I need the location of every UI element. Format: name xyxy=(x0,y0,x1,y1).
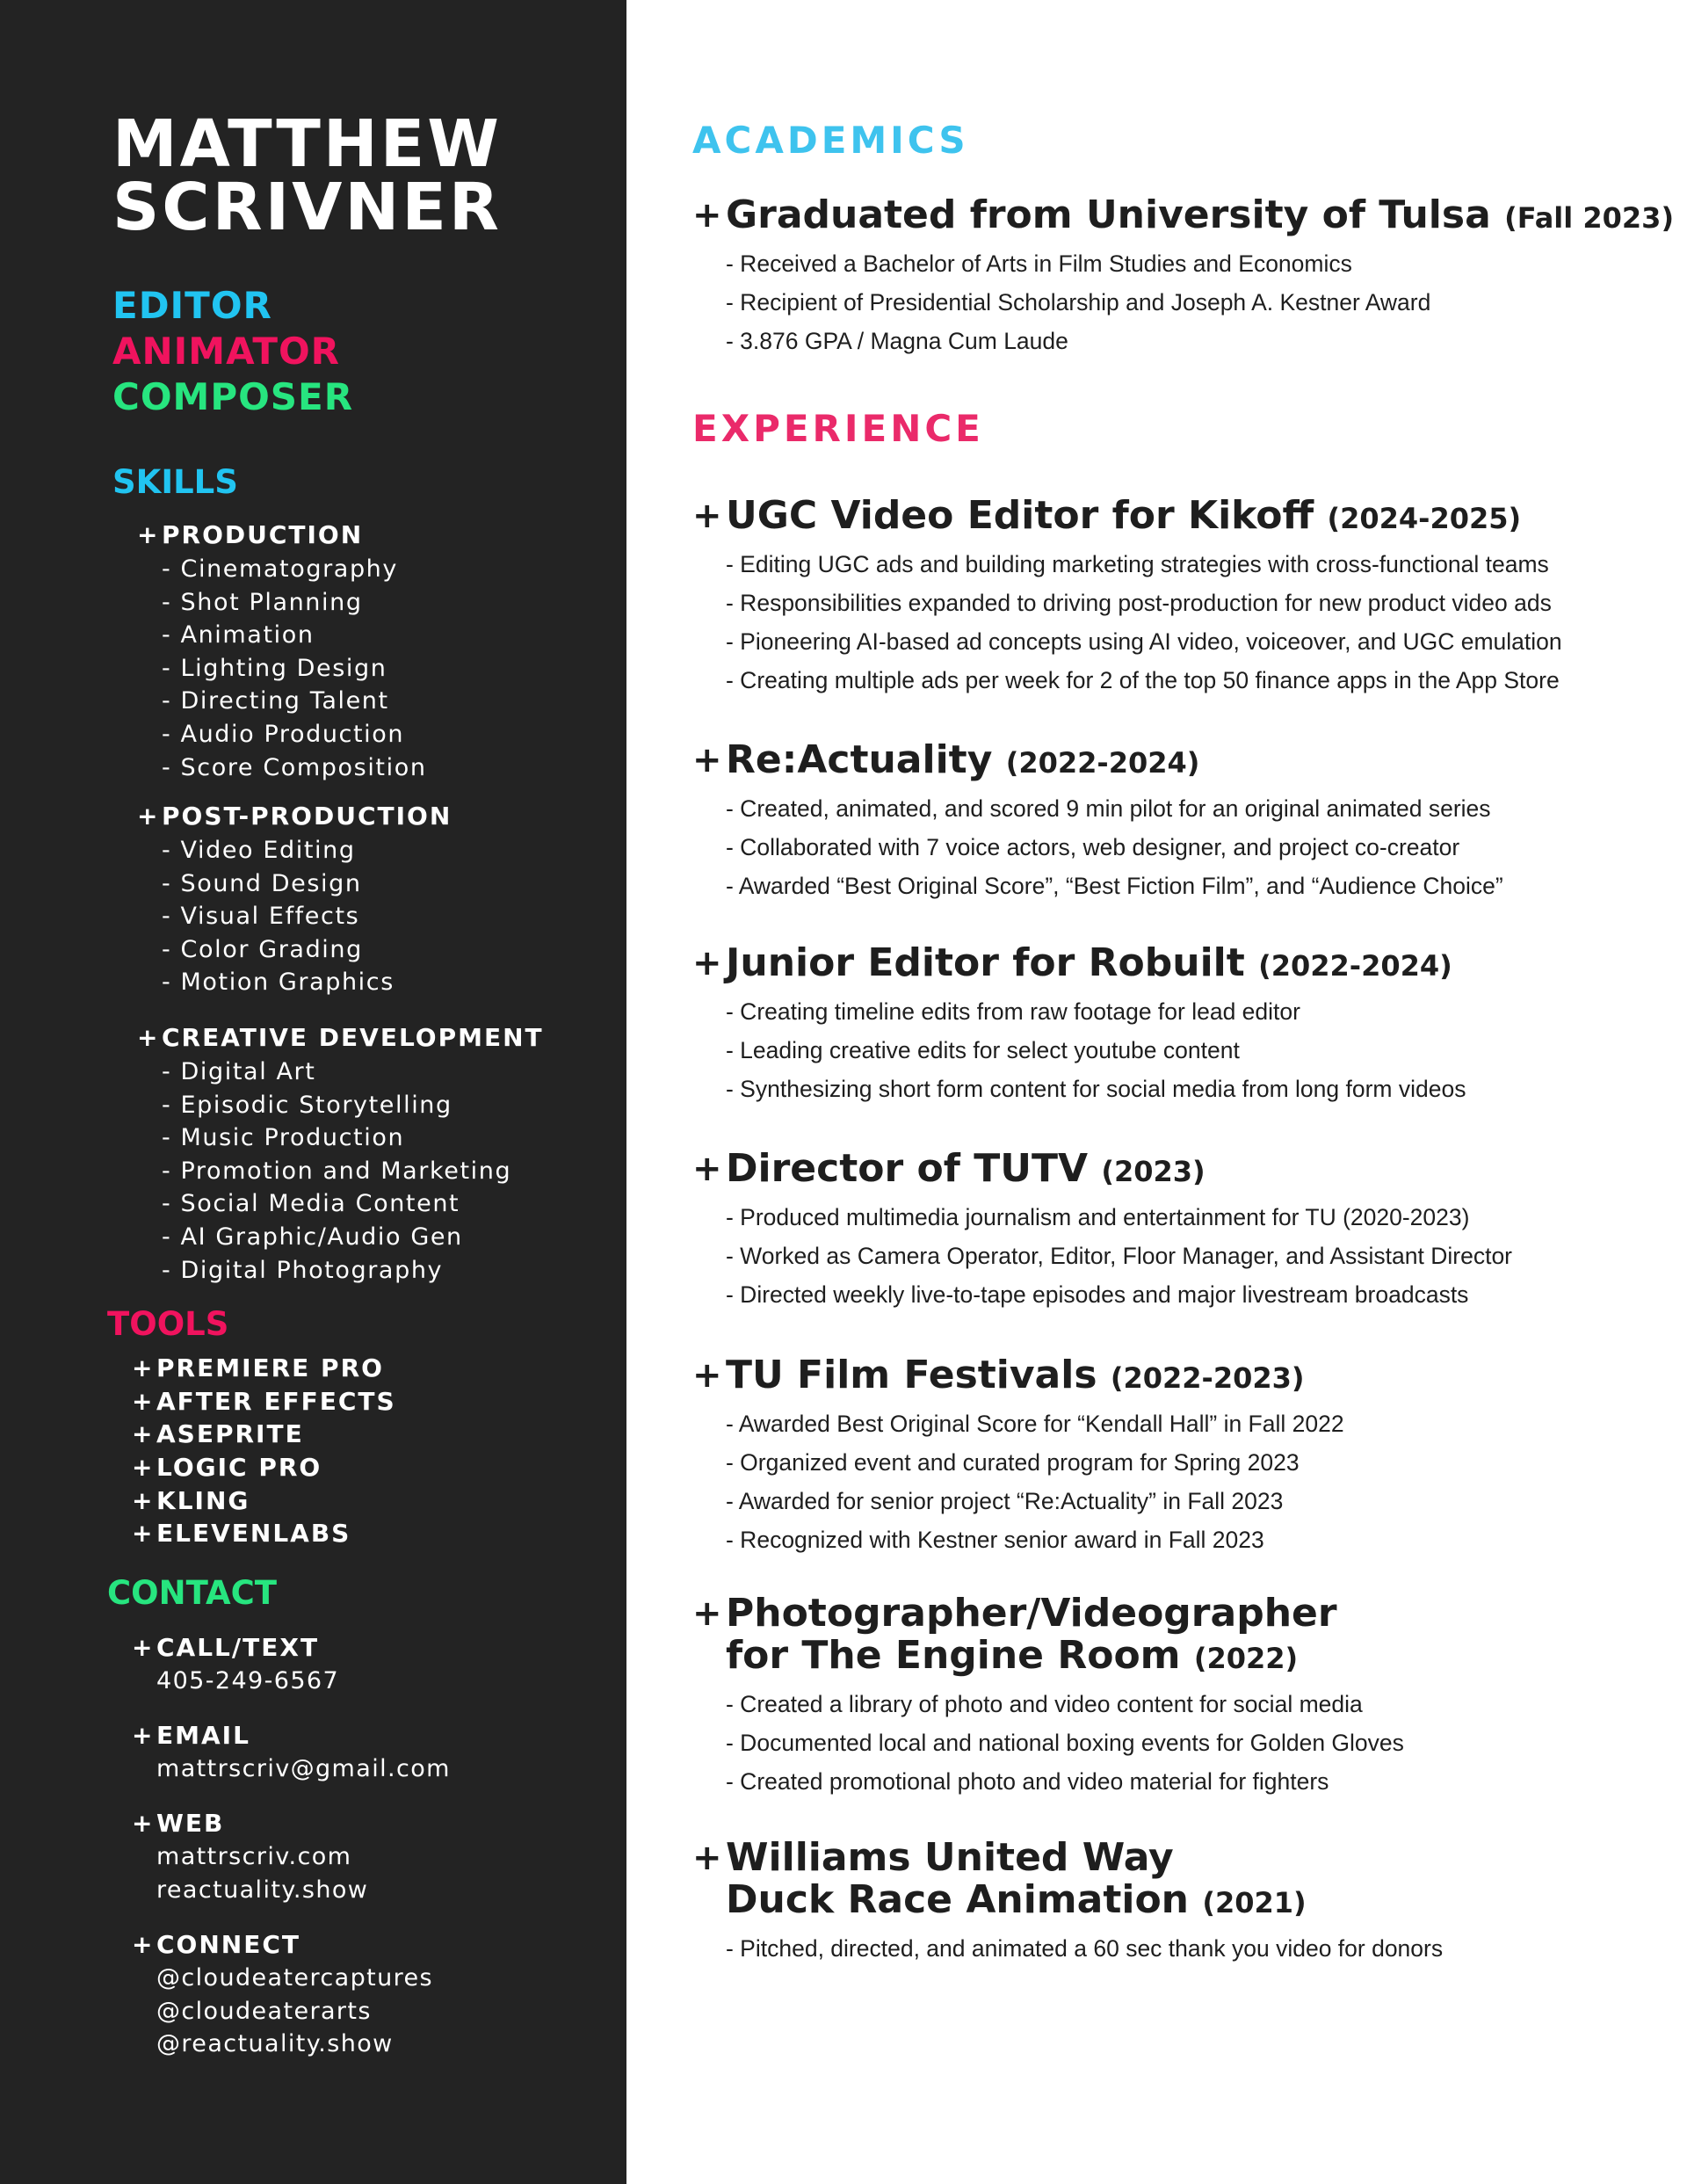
plus-icon: + xyxy=(692,496,722,536)
skill-group-post-production-list xyxy=(162,834,395,999)
entry-title: + Graduated from University of Tulsa (Fall 2023) xyxy=(692,192,1675,237)
entry-bullets xyxy=(726,545,1668,700)
tools-heading: TOOLS xyxy=(107,1305,229,1343)
role-animator: ANIMATOR xyxy=(112,330,341,373)
plus-icon: + xyxy=(132,1930,155,1959)
list-item: - Promotion and Marketing xyxy=(162,1157,512,1185)
contact-values-email xyxy=(156,1752,451,1786)
entry-title: + Re:Actuality (2022-2024) xyxy=(692,737,1200,782)
list-item: - Organized event and curated program for Spring 2023 xyxy=(726,1449,1300,1476)
entry-title: + Photographer/Videographer for The Engine Room (2022) xyxy=(692,1591,1337,1678)
entry-bullets xyxy=(726,992,1668,1108)
plus-icon: + xyxy=(137,1023,160,1052)
list-item: - Responsibilities expanded to driving post-production for new product video ads xyxy=(726,590,1552,616)
plus-icon: + xyxy=(692,1838,722,1878)
list-item: - AI Graphic/Audio Gen xyxy=(162,1223,463,1251)
experience-entry-kikoff xyxy=(692,495,1668,700)
list-item: - Created a library of photo and video content for social media xyxy=(726,1691,1363,1717)
plus-icon: + xyxy=(132,1419,155,1448)
list-item: - Pioneering AI-based ad concepts using AI video, voiceover, and UGC emulation xyxy=(726,628,1562,655)
contact-label-call: +CALL/TEXT xyxy=(132,1631,319,1665)
tool-item: +PREMIERE PRO xyxy=(132,1352,384,1385)
tool-item: +ELEVENLABS xyxy=(132,1517,351,1550)
skill-group-label: POST-PRODUCTION xyxy=(162,802,453,831)
contact-heading: CONTACT xyxy=(107,1574,277,1612)
list-item: - Leading creative edits for select youtube content xyxy=(726,1037,1240,1063)
list-item: - Recognized with Kestner senior award in Fall 2023 xyxy=(726,1527,1264,1553)
list-item: - Video Editing xyxy=(162,837,356,864)
contact-values-call xyxy=(156,1665,339,1698)
plus-icon: + xyxy=(692,195,722,236)
list-item: - Animation xyxy=(162,621,315,649)
skill-group-post-production-title xyxy=(137,801,452,832)
entry-bullets xyxy=(726,1685,1668,1801)
plus-icon: + xyxy=(692,740,722,780)
skill-group-label: CREATIVE DEVELOPMENT xyxy=(162,1023,544,1052)
list-item: - Received a Bachelor of Arts in Film Studies and Economics xyxy=(726,250,1352,277)
skill-group-production-title xyxy=(137,519,363,551)
experience-entry-tutv xyxy=(692,1148,1668,1314)
experience-entry-reactuality xyxy=(692,739,1668,905)
entry-bullets xyxy=(726,1198,1668,1314)
entry-bullets xyxy=(726,1929,1668,1968)
experience-entry-robuilt xyxy=(692,942,1668,1108)
list-item: - Visual Effects xyxy=(162,903,360,931)
entry-bullets xyxy=(726,1404,1668,1559)
entry-date: (2022-2024) xyxy=(1258,949,1452,983)
name-line-2: SCRIVNER xyxy=(112,170,502,245)
list-item: - Music Production xyxy=(162,1124,405,1152)
plus-icon: + xyxy=(132,1721,155,1750)
entry-bullets xyxy=(726,244,1668,360)
plus-icon: + xyxy=(132,1809,155,1838)
list-item: - Awarded Best Original Score for “Kendall Hall” in Fall 2022 xyxy=(726,1411,1344,1437)
list-item: - Pitched, directed, and animated a 60 sec thank you video for donors xyxy=(726,1935,1444,1962)
experience-entry-engine-room xyxy=(692,1593,1668,1801)
list-item: - Color Grading xyxy=(162,935,363,963)
list-item: - Worked as Camera Operator, Editor, Floor Manager, and Assistant Director xyxy=(726,1243,1513,1269)
experience-entry-united-way xyxy=(692,1837,1668,1968)
plus-icon: + xyxy=(692,943,722,983)
entry-date: (2023) xyxy=(1101,1155,1206,1188)
list-item: - Directing Talent xyxy=(162,687,389,715)
skill-group-production-list xyxy=(162,553,427,784)
list-item: - Creating timeline edits from raw footage for lead editor xyxy=(726,998,1300,1025)
plus-icon: + xyxy=(132,1387,155,1416)
academics-entry xyxy=(692,192,1675,360)
entry-title: + UGC Video Editor for Kikoff (2024-2025) xyxy=(692,493,1522,538)
list-item: - Created, animated, and scored 9 min pilot for an original animated series xyxy=(726,795,1491,822)
skill-group-creative-development-list xyxy=(162,1056,511,1287)
tool-item: +LOGIC PRO xyxy=(132,1451,322,1484)
tool-item: +AFTER EFFECTS xyxy=(132,1385,396,1419)
social-handle[interactable]: @cloudeatercaptures xyxy=(156,1964,433,1992)
web-link[interactable]: mattrscriv.com xyxy=(156,1843,352,1870)
name-line-1: MATTHEW xyxy=(112,106,502,182)
list-item: - Sound Design xyxy=(162,869,362,897)
list-item: - Editing UGC ads and building marketing strategies with cross-functional teams xyxy=(726,551,1549,577)
list-item: - Score Composition xyxy=(162,753,427,781)
plus-icon: + xyxy=(137,802,160,831)
list-item: - Directed weekly live-to-tape episodes and major livestream broadcasts xyxy=(726,1281,1469,1308)
contact-label-web: +WEB xyxy=(132,1807,224,1840)
contact-label-connect: +CONNECT xyxy=(132,1928,300,1962)
web-link[interactable]: reactuality.show xyxy=(156,1876,369,1904)
social-handle[interactable]: @reactuality.show xyxy=(156,2030,394,2058)
list-item: - Created promotional photo and video material for fighters xyxy=(726,1768,1329,1795)
list-item: - Digital Art xyxy=(162,1058,316,1085)
phone-number[interactable]: 405-249-6567 xyxy=(156,1667,340,1694)
plus-icon: + xyxy=(132,1453,155,1482)
entry-title: + TU Film Festivals (2022-2023) xyxy=(692,1353,1305,1397)
academics-heading: ACADEMICS xyxy=(692,119,969,162)
list-item: - Shot Planning xyxy=(162,588,363,616)
contact-values-web xyxy=(156,1840,368,1906)
skills-heading: SKILLS xyxy=(112,463,238,501)
entry-date: (2024-2025) xyxy=(1327,502,1522,535)
list-item: - Digital Photography xyxy=(162,1256,444,1284)
plus-icon: + xyxy=(692,1593,722,1634)
list-item: - Recipient of Presidential Scholarship and Joseph A. Kestner Award xyxy=(726,289,1431,316)
experience-heading: EXPERIENCE xyxy=(692,407,984,450)
contact-label-email: +EMAIL xyxy=(132,1719,250,1752)
list-item: - 3.876 GPA / Magna Cum Laude xyxy=(726,328,1068,354)
name-heading xyxy=(112,106,502,245)
entry-title: + Junior Editor for Robuilt (2022-2024) xyxy=(692,940,1452,985)
list-item: - Cinematography xyxy=(162,555,398,583)
list-item: - Episodic Storytelling xyxy=(162,1091,453,1119)
entry-date: (2022) xyxy=(1193,1642,1299,1675)
plus-icon: + xyxy=(132,1519,155,1548)
entry-date: (2022-2023) xyxy=(1110,1361,1305,1395)
skill-group-creative-development-title xyxy=(137,1022,544,1054)
list-item: - Creating multiple ads per week for 2 of the top 50 finance apps in the App Store xyxy=(726,667,1560,693)
list-item: - Awarded for senior project “Re:Actuality” in Fall 2023 xyxy=(726,1488,1284,1514)
entry-title: + Williams United Way Duck Race Animation (2021) xyxy=(692,1835,1307,1922)
list-item: - Motion Graphics xyxy=(162,969,395,997)
role-composer: COMPOSER xyxy=(112,375,354,418)
list-item: - Produced multimedia journalism and entertainment for TU (2020-2023) xyxy=(726,1204,1470,1230)
tool-item: +KLING xyxy=(132,1484,250,1518)
list-item: - Audio Production xyxy=(162,720,405,748)
list-item: - Documented local and national boxing events for Golden Gloves xyxy=(726,1730,1404,1756)
plus-icon: + xyxy=(692,1355,722,1396)
plus-icon: + xyxy=(132,1486,155,1515)
plus-icon: + xyxy=(132,1353,155,1382)
skill-group-label: PRODUCTION xyxy=(162,520,364,549)
experience-entry-film-festivals xyxy=(692,1354,1668,1559)
entry-bullets xyxy=(726,789,1668,905)
contact-values-connect xyxy=(156,1962,433,2061)
list-item: - Awarded “Best Original Score”, “Best Fiction Film”, and “Audience Choice” xyxy=(726,873,1503,899)
list-item: - Social Media Content xyxy=(162,1190,460,1218)
social-handle[interactable]: @cloudeaterarts xyxy=(156,1997,372,2025)
plus-icon: + xyxy=(137,520,160,549)
email-link[interactable]: mattrscriv@gmail.com xyxy=(156,1755,451,1782)
sidebar xyxy=(0,0,626,2184)
plus-icon: + xyxy=(132,1633,155,1662)
plus-icon: + xyxy=(692,1149,722,1189)
list-item: - Collaborated with 7 voice actors, web designer, and project co-creator xyxy=(726,834,1460,860)
entry-date: (2022-2024) xyxy=(1005,746,1200,780)
entry-date: (2021) xyxy=(1202,1886,1307,1919)
entry-title: + Director of TUTV (2023) xyxy=(692,1146,1206,1191)
tool-item: +ASEPRITE xyxy=(132,1418,304,1451)
entry-date: (Fall 2023) xyxy=(1504,201,1675,235)
role-editor: EDITOR xyxy=(112,284,272,327)
list-item: - Lighting Design xyxy=(162,654,387,682)
list-item: - Synthesizing short form content for social media from long form videos xyxy=(726,1076,1466,1102)
